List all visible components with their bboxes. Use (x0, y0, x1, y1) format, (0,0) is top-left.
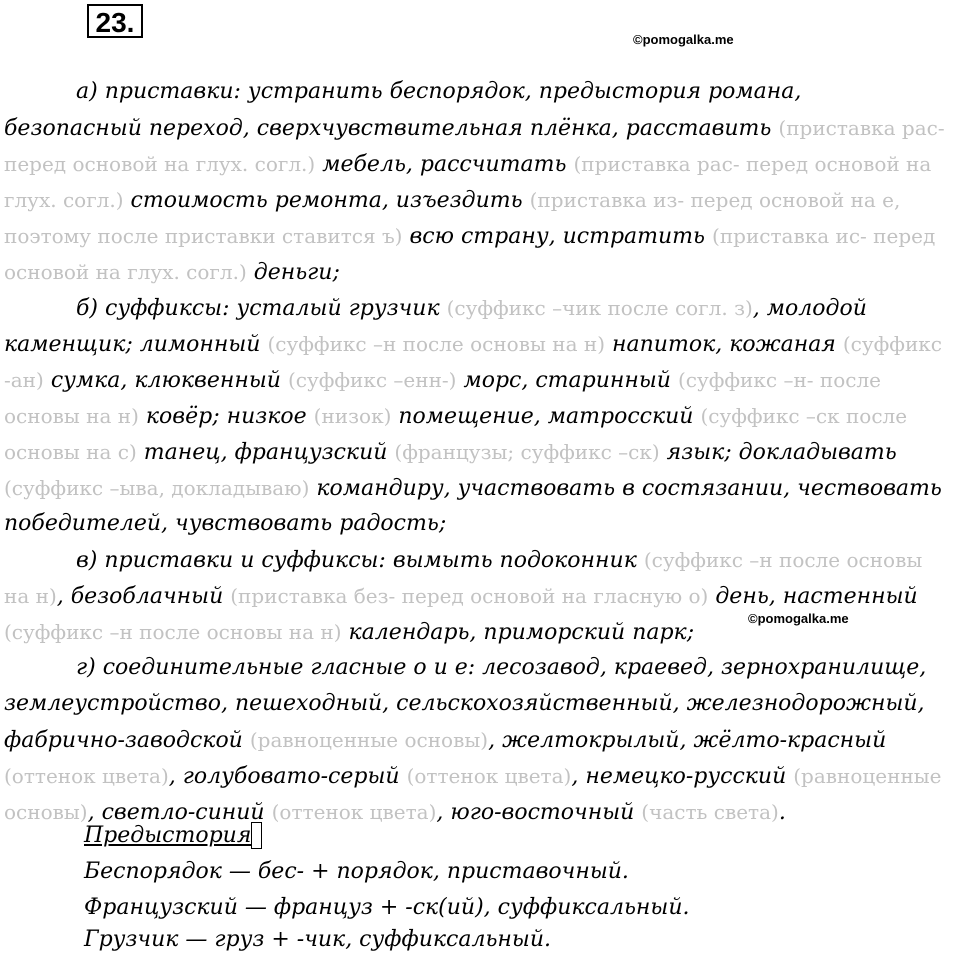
text-line: в) приставки и суффиксы: вымыть подоконник (суффикс –н после основы (76, 548, 923, 573)
text-line: а) приставки: устранить беспорядок, предыстория романа, (76, 79, 802, 104)
text-line: безопасный переход, сверхчувствительная плёнка, расставить (приставка рас- (4, 116, 945, 141)
analysis-word: Предыстория (84, 818, 262, 854)
analysis-line: Грузчик — груз + -чик, суффиксальный. (84, 927, 552, 952)
watermark-2: ©pomogalka.me (748, 611, 849, 626)
text-line: глух. согл.) стоимость ремонта, изъездить (приставка из- перед основой на е, (4, 188, 901, 213)
exercise-number: 23. (87, 4, 143, 38)
text-line: (оттенок цвета), голубовато-серый (оттенок цвета), немецко-русский (равноценные (4, 764, 942, 789)
text-line: победителей, чувствовать радость; (4, 511, 447, 536)
text-line: (суффикс –ыва, докладываю) командиру, участвовать в состязании, чествовать (4, 476, 942, 501)
text-line: поэтому после приставки ставится ъ) всю страну, истратить (приставка ис- перед (4, 224, 936, 249)
text-line: г) соединительные гласные о и е: лесозавод, краевед, зернохранилище, (76, 655, 927, 680)
text-line: (суффикс –н после основы на н) календарь, приморский парк; (4, 620, 695, 645)
text-line: основы на с) танец, французский (французы; суффикс –ск) язык; докладывать (4, 440, 897, 465)
text-line: б) суффиксы: усталый грузчик (суффикс –чик после согл. з), молодой (76, 296, 867, 321)
text-line: фабрично-заводской (равноценные основы), желтокрылый, жёлто-красный (4, 728, 887, 753)
text-line: основы на н) ковёр; низкое (низок) помещение, матросский (суффикс –ск после (4, 404, 908, 429)
analysis-line: Беспорядок — бес- + порядок, приставочный. (84, 859, 629, 884)
text-line: землеустройство, пешеходный, сельскохозяйственный, железнодорожный, (4, 691, 925, 716)
text-line: основой на глух. согл.) деньги; (4, 260, 340, 285)
text-line: перед основой на глух. согл.) мебель, рассчитать (приставка рас- перед основой на (4, 152, 932, 177)
analysis-line: Французский — француз + -ск(ий), суффиксальный. (84, 895, 690, 920)
text-line: на н), безоблачный (приставка без- перед основой на гласную о) день, настенный (4, 584, 918, 609)
text-line: -ан) сумка, клюквенный (суффикс –енн-) морс, старинный (суффикс –н- после (4, 368, 881, 393)
watermark: ©pomogalka.me (633, 32, 734, 47)
ending-box (251, 822, 262, 849)
text-line: каменщик; лимонный (суффикс –н после основы на н) напиток, кожаная (суффикс (4, 332, 942, 357)
text-line: основы), светло-синий (оттенок цвета), юго-восточный (часть света). (4, 800, 786, 825)
